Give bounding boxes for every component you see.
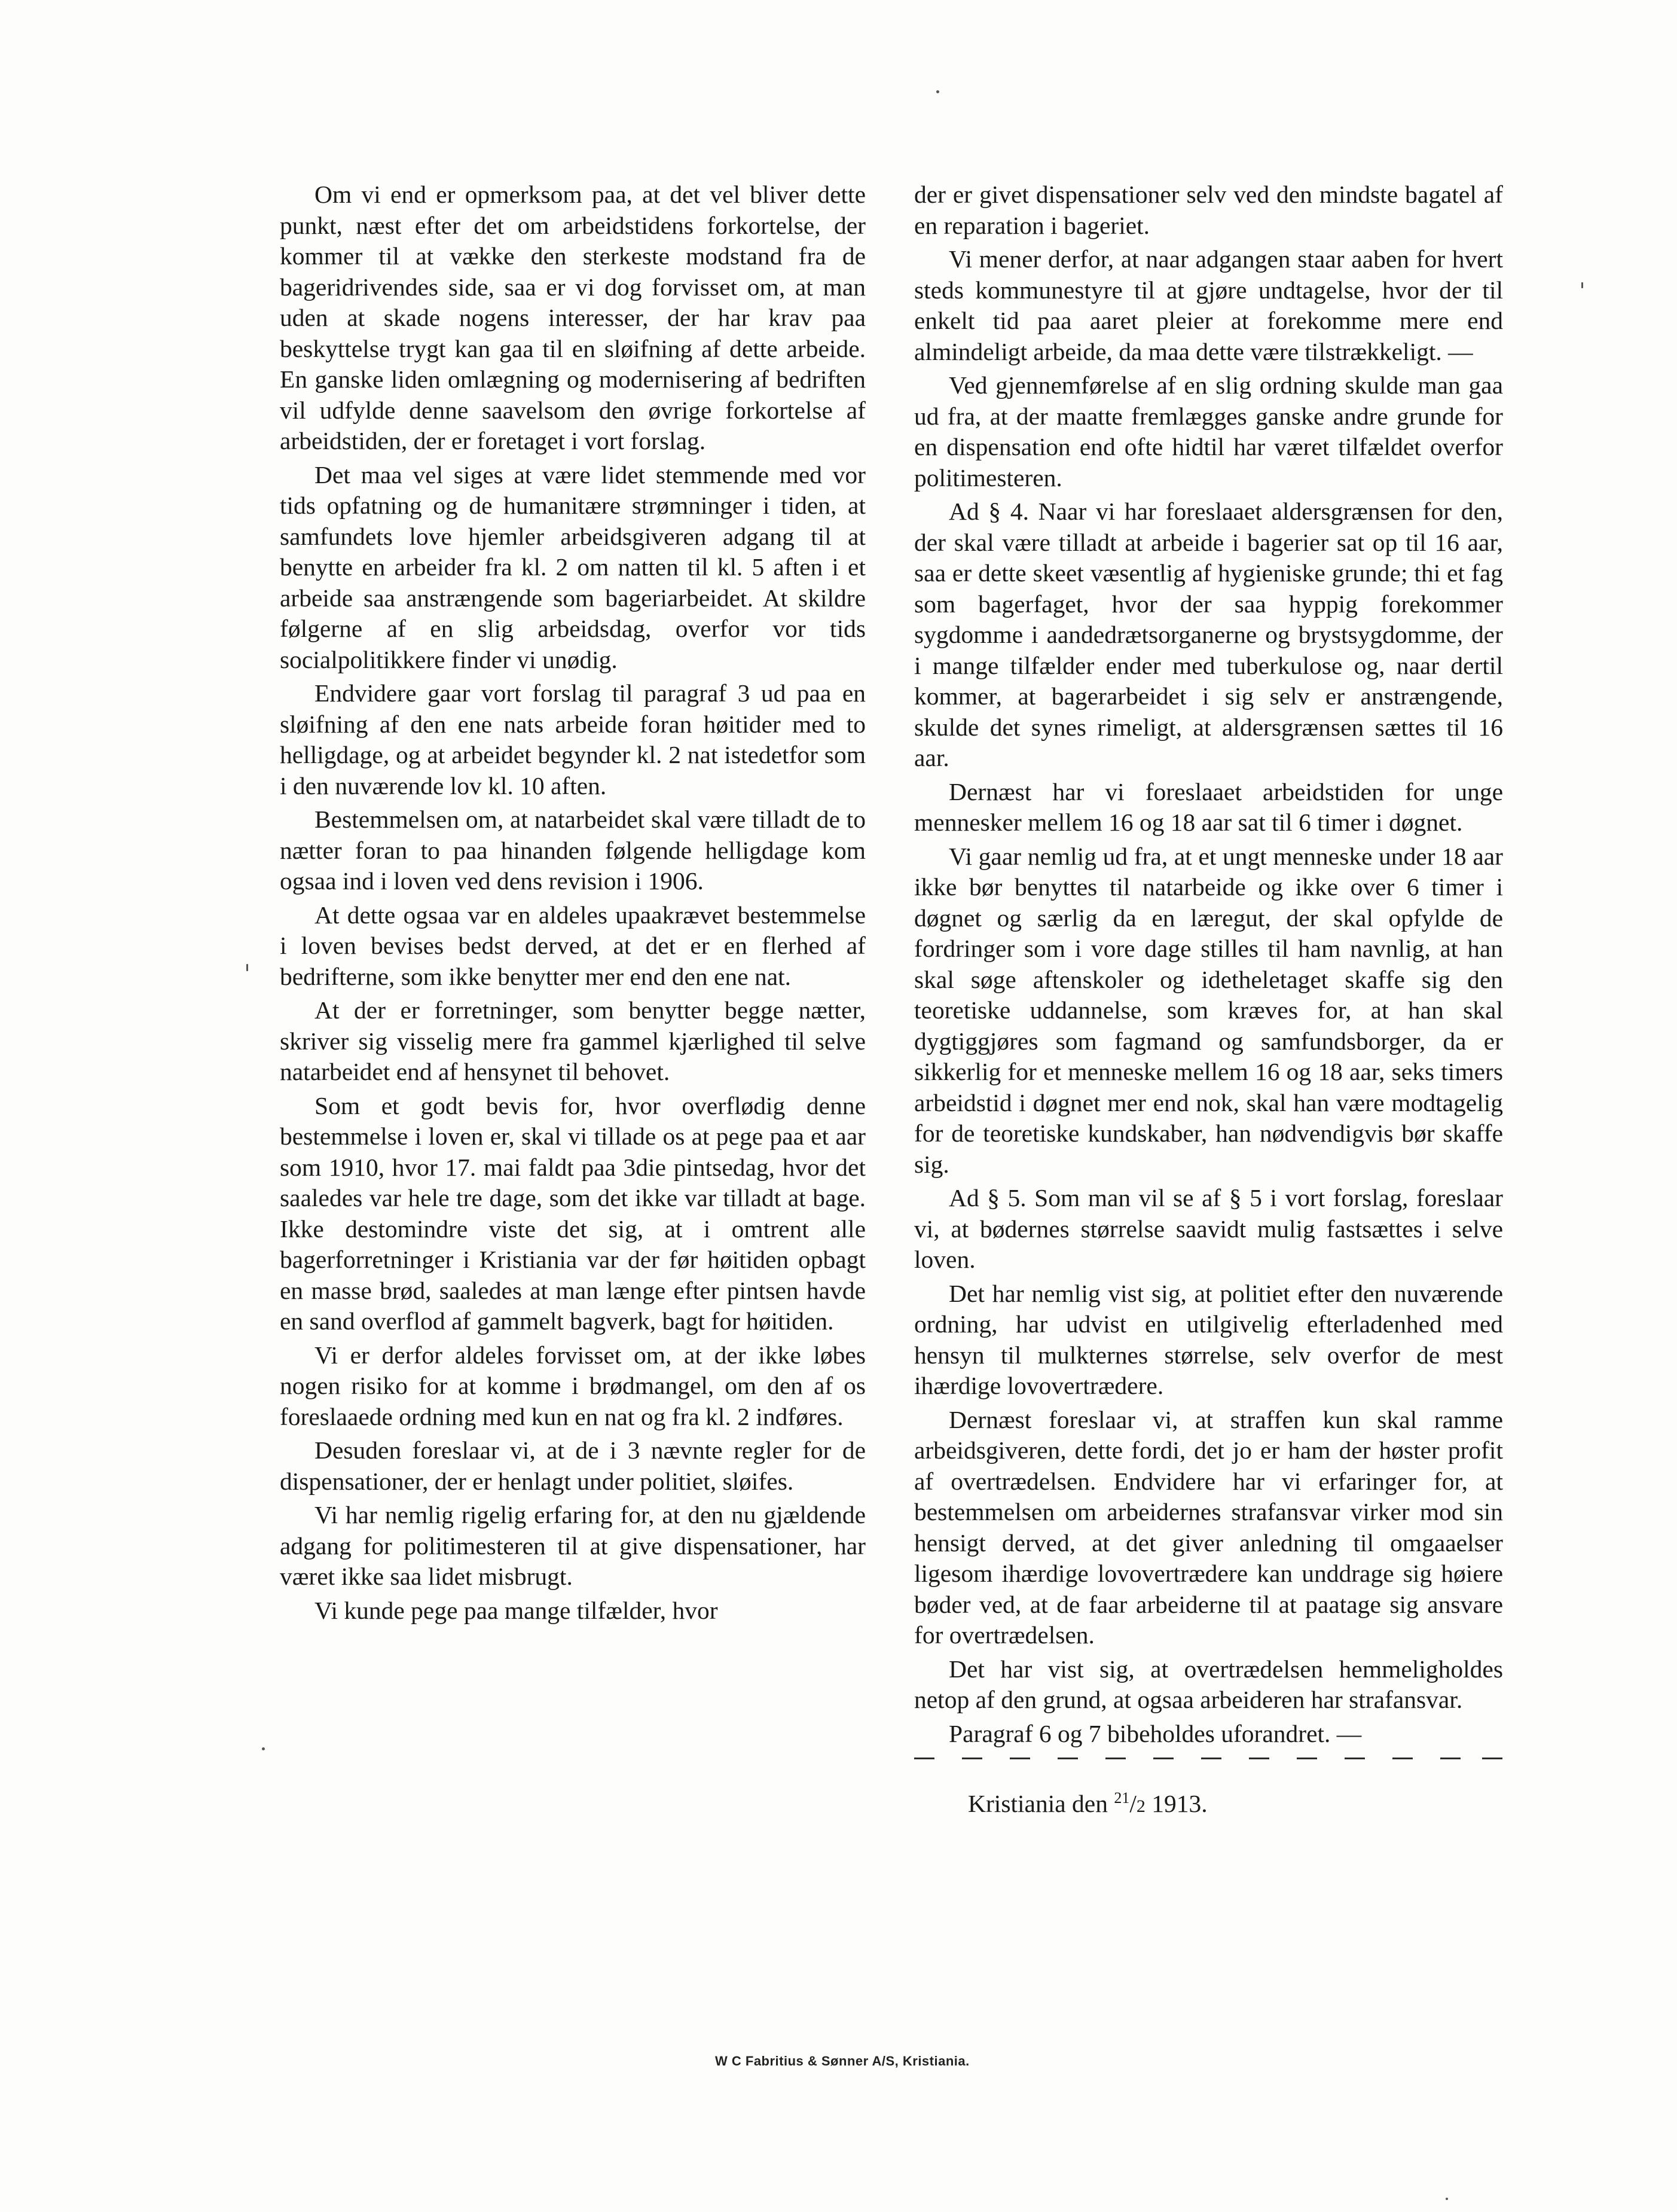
left-paragraph: At dette ogsaa var en aldeles upaakrævet bestemmelse i loven bevises bedst derved, at det er en flerhed af bedrifterne, som ikke benytter mer end den ene nat. [280,901,866,990]
right-column [914,179,1503,1822]
left-paragraph: Det maa vel siges at være lidet stemmende med vor tids opfatning og de humanitære strømninger i tiden, at samfundets love hjemler arbeidsgiveren adgang til at benytte en arbeider fra kl. 2 om natten til kl. 5 aften i et arbeide saa anstrængende som bageriarbeidet. At skildre følgerne af en slig arbeidsdag, overfor vor tids socialpolitikkere finder vi unødig. [280,460,866,673]
date-prefix: Kristiania den [968,1790,1114,1817]
right-paragraph: Dernæst foreslaar vi, at straffen kun skal ramme arbeidsgiveren, dette fordi, det jo er ham der høster profit af overtrædelsen. Endvidere har vi erfaringer for, at bestemmelsen om arbeidernes strafansvar virker mod sin hensigt derved, at det giver anledning til omgaaelser ligesom ihærdige lovovertrædere kan unddrage sig høiere bøder ved, at de faar arbeiderne til at paatage sig ansvare for overtrædelsen. [914,1405,1503,1649]
right-paragraph: Dernæst har vi foreslaaet arbeidstiden for unge mennesker mellem 16 og 18 aar sat til 6 timer i døgnet. [914,777,1503,836]
speck [246,964,248,971]
speck [1446,2198,1448,2200]
date-numerator: 21 [1114,1789,1130,1807]
left-paragraph: Desuden foreslaar vi, at de i 3 nævnte regler for de dispensationer, der er henlagt under politiet, sløifes. [280,1436,866,1495]
right-paragraph: Ad § 4. Naar vi har foreslaaet aldersgrænsen for den, der skal være tilladt at arbeide i bagerier sat op til 16 aar, saa er dette skeet væsentlig af hygieniske grunde; thi et fag som bagerfaget, hvor der saa hyppig forekommer sygdomme i aandedrætsorganerne og brystsygdomme, der i mange tilfælder ender med tuberkulose og, naar dertil kommer, at bagerarbeidet i sig selv er anstrængende, skulde det synes rimeligt, at aldersgrænsen sættes til 16 aar. [914,498,1503,771]
left-paragraph: Bestemmelsen om, at natarbeidet skal være tilladt de to nætter foran to paa hinanden følgende helligdage kom ogsaa ind i loven ved dens revision i 1906. [280,806,866,895]
right-paragraph: Vi mener derfor, at naar adgangen staar aaben for hvert steds kommunestyre til at gjøre undtagelse, hvor der til enkelt tid paa aaret pleier at forekomme mere end almindeligt arbeide, da maa dette være tilstrækkeligt. — [914,245,1503,365]
date-slash: / [1129,1790,1137,1817]
right-paragraph: Paragraf 6 og 7 bibeholdes uforandret. — [949,1719,1362,1747]
left-paragraph: Vi har nemlig rigelig erfaring for, at den nu gjældende adgang for politimesteren til at give dispensationer, har været ikke saa lidet misbrugt. [280,1501,866,1590]
right-paragraph: Vi gaar nemlig ud fra, at et ungt menneske under 18 aar ikke bør benyttes til natarbeide og ikke over 6 timer i døgnet og særlig da en læregut, der skal opfylde de fordringer som i vore dage stilles til ham navnlig, at han skal søge aftenskoler og idetheletaget skaffe sig den teoretiske uddannelse, som kræves for, at han skal dygtiggjøres som fagmand og samfundsborger, da er sikkerlig for et menneske mellem 16 og 18 aar, seks timers arbeidstid i døgnet mer end nok, skal han være modtagelig for de teoretiske kundskaber, han nødvendigvis bør skaffe sig. [914,842,1503,1178]
left-paragraph: Vi er derfor aldeles forvisset om, at der ikke løbes nogen risiko for at komme i brødmangel, om den af os foreslaaede ordning med kun en nat og fra kl. 2 indføres. [280,1341,866,1430]
speck [262,1747,265,1750]
left-paragraph: At der er forretninger, som benytter begge nætter, skriver sig visselig mere fra gammel kjærlighed til selve natarbeidet end af hensynet til behovet. [280,996,866,1085]
left-paragraph: Som et godt bevis for, hvor overflødig denne bestemmelse i loven er, skal vi tillade os at pege paa et aar som 1910, hvor 17. mai faldt paa 3die pintsedag, hvor det saaledes var hele tre dage, som det ikke var tilladt at bage. Ikke destomindre viste det sig, at i omtrent alle bagerforretninger i Kristiania var der før høitiden opbagt en masse brød, saaledes at man længe efter pintsen havde en sand overflod af gammelt bagverk, bagt for høitiden. [280,1091,866,1335]
dash-rule [914,1753,1503,1765]
right-paragraph: Ved gjennemførelse af en slig ordning skulde man gaa ud fra, at der maatte fremlægges ganske andre grunde for en dispensation end ofte hidtil har været tilfældet overfor politimesteren. [914,371,1503,492]
left-paragraph: Endvidere gaar vort forslag til paragraf 3 ud paa en sløifning af den ene nats arbeide foran høitider med to helligdage, og at arbeidet begynder kl. 2 nat istedetfor som i den nuværende lov kl. 10 aften. [280,679,866,800]
left-paragraph: Om vi end er opmerksom paa, at det vel bliver dette punkt, næst efter det om arbeidstidens forkortelse, der kommer til at vække den sterkeste modstand fra de bageridrivendes side, saa er vi dog forvisset om, at man uden at skade nogens interesser, der har krav paa beskyttelse trygt kan gaa til en sløifning af dette arbeide. En ganske liden omlægning og modernisering af bedriften vil udfylde denne saavelsom den øvrige forkortelse af arbeidstiden, der er foretaget i vort forslag. [280,181,866,454]
speck [1581,282,1583,288]
left-column [280,179,866,1629]
date-line [914,1789,1503,1822]
speck [936,90,939,93]
right-paragraph: Det har nemlig vist sig, at politiet efter den nuværende ordning, har udvist en utilgivelig efterladenhed med hensyn til mulkternes størrelse, selv overfor de mest ihærdige lovovertrædere. [914,1279,1503,1399]
left-paragraph: Vi kunde pege paa mange tilfælder, hvor [314,1596,718,1624]
date-denominator: 2 [1136,1796,1146,1816]
right-paragraph: Ad § 5. Som man vil se af § 5 i vort forslag, foreslaar vi, at bødernes størrelse saavidt mulig fastsættes i selve loven. [914,1184,1503,1273]
right-paragraph: der er givet dispensationer selv ved den mindste bagatel af en reparation i bageriet. [914,181,1503,239]
right-paragraph: Det har vist sig, at overtrædelsen hemmeligholdes netop af den grund, at ogsaa arbeideren har strafansvar. [914,1655,1503,1713]
printer-imprint: W C Fabritius & Sønner A/S, Kristiania. [715,2054,970,2068]
date-year: 1913. [1145,1790,1208,1817]
